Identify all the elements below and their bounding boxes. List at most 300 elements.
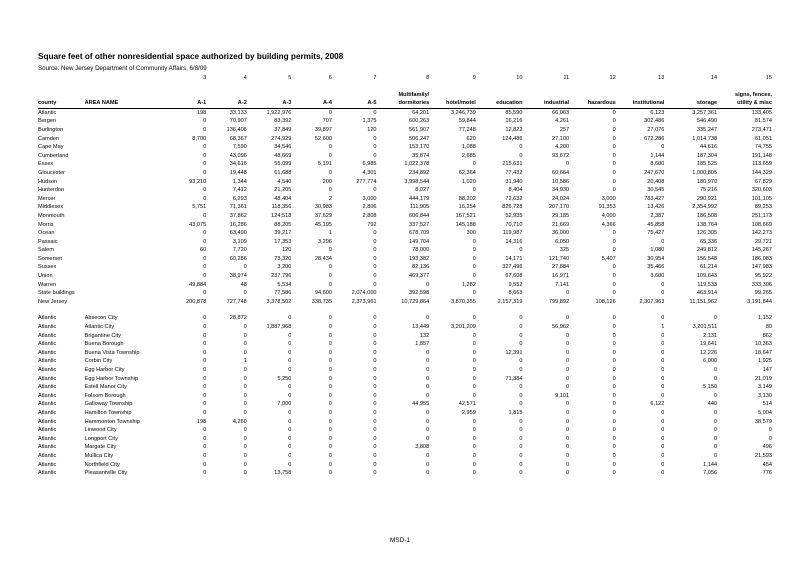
value-cell: 21,669: [552, 221, 570, 228]
county-cell: Atlantic: [38, 367, 57, 373]
value-cell: 0: [612, 169, 616, 176]
value-cell: 30,954: [647, 255, 665, 262]
municipal-row: [38, 357, 772, 366]
area-name-cell: [85, 143, 166, 152]
value-cell: 0: [328, 109, 332, 116]
value-cell: 93,210: [189, 178, 207, 185]
value-cell: 0: [612, 230, 616, 237]
value-cell: 1,152: [758, 315, 772, 322]
value-cell: 0: [373, 358, 377, 365]
value-cell: 0: [612, 349, 616, 356]
county-row: [38, 178, 772, 187]
value-cell: 75,216: [700, 187, 718, 194]
value-cell: 463,914: [696, 290, 718, 297]
value-cell: 2,354,992: [692, 204, 718, 211]
value-cell: 0: [373, 401, 377, 408]
column-header: dormitories: [377, 99, 430, 108]
value-cell: 88,205: [274, 221, 292, 228]
value-cell: 0: [328, 375, 332, 382]
column-number: 10: [516, 75, 523, 81]
value-cell: 2,808: [362, 212, 377, 219]
value-cell: 80: [765, 324, 772, 331]
value-cell: 0: [661, 315, 665, 322]
value-cell: 257: [559, 126, 570, 133]
value-cell: 0: [713, 315, 718, 322]
value-cell: 83,392: [274, 118, 292, 125]
value-cell: 34,616: [229, 161, 247, 168]
value-cell: 8,600: [650, 161, 665, 168]
value-cell: 198: [196, 109, 207, 116]
county-row: [38, 152, 772, 161]
value-cell: 0: [203, 435, 207, 442]
value-cell: 95,922: [754, 273, 772, 280]
value-cell: 0: [243, 290, 247, 297]
value-cell: 119,987: [502, 230, 523, 237]
value-cell: 0: [661, 427, 665, 434]
value-cell: 81,574: [754, 118, 772, 125]
county-cell: Atlantic: [38, 470, 57, 477]
value-cell: 0: [328, 461, 332, 468]
county-cell: Cumberland: [38, 152, 69, 159]
value-cell: 200,878: [186, 298, 207, 305]
area-name-cell: Pleasantville City: [84, 470, 128, 477]
county-cell: Bergen: [38, 118, 57, 125]
value-cell: 94,600: [314, 290, 332, 297]
area-name-cell: [85, 281, 166, 290]
value-cell: 0: [288, 341, 292, 348]
value-cell: 10,729,864: [401, 298, 430, 305]
value-cell: 0: [661, 349, 665, 356]
value-cell: 0: [373, 273, 377, 280]
value-cell: 52,935: [505, 212, 523, 219]
column-header: utility & misc: [717, 99, 772, 108]
value-cell: 0: [203, 161, 207, 168]
value-cell: 5,150: [703, 384, 718, 391]
area-name-cell: [85, 195, 166, 204]
area-name-cell: Egg Harbor City: [84, 367, 125, 373]
value-cell: 4,366: [601, 221, 616, 228]
value-cell: 0: [612, 109, 616, 116]
value-cell: 0: [373, 187, 377, 194]
value-cell: 0: [612, 392, 616, 399]
value-cell: 0: [288, 392, 292, 399]
value-cell: 42,571: [458, 401, 476, 408]
value-cell: 0: [243, 452, 247, 459]
value-cell: 0: [328, 435, 332, 442]
value-cell: 0: [373, 392, 377, 399]
value-cell: 6,000: [703, 358, 718, 365]
value-cell: 7,056: [703, 470, 718, 477]
value-cell: 0: [472, 435, 476, 442]
value-cell: 5,534: [277, 281, 292, 288]
value-cell: 6,123: [650, 109, 665, 116]
value-cell: 0: [472, 470, 476, 477]
value-cell: 0: [373, 230, 377, 237]
value-cell: 4,540: [277, 178, 292, 185]
value-cell: 1,922,976: [266, 109, 292, 116]
value-cell: 247,670: [644, 169, 665, 176]
value-cell: 6,293: [232, 195, 247, 202]
value-cell: 0: [426, 435, 430, 442]
value-cell: 12,391: [505, 349, 523, 356]
county-cell: Atlantic: [38, 358, 57, 365]
value-cell: 0: [373, 367, 377, 373]
municipal-row: [38, 400, 772, 409]
value-cell: 61,051: [754, 135, 772, 142]
value-cell: 337,527: [409, 221, 430, 228]
value-cell: 149,704: [409, 238, 430, 245]
value-cell: 0: [472, 161, 476, 168]
value-cell: 0: [472, 255, 476, 262]
value-cell: 0: [243, 375, 247, 382]
value-cell: 0: [328, 427, 332, 434]
value-cell: 0: [612, 290, 616, 297]
value-cell: 0: [566, 461, 570, 468]
value-cell: 0: [472, 367, 476, 373]
value-cell: 0: [661, 375, 665, 382]
county-cell: Cape May: [38, 144, 64, 151]
value-cell: 0: [472, 427, 476, 434]
value-cell: 0: [373, 418, 377, 425]
column-number: 14: [710, 75, 718, 81]
value-cell: 48,404: [274, 195, 292, 202]
county-row: [38, 281, 772, 290]
column-header: county: [38, 99, 85, 108]
value-cell: 0: [328, 341, 332, 348]
value-cell: 0: [288, 315, 292, 322]
area-name-cell: [85, 289, 166, 298]
value-cell: 0: [612, 238, 616, 245]
municipal-row: [38, 452, 772, 461]
value-cell: 20,408: [647, 178, 665, 185]
municipal-row: [38, 435, 772, 444]
value-cell: 0: [328, 247, 332, 254]
value-cell: 16,971: [552, 273, 570, 280]
value-cell: 0: [328, 169, 332, 176]
column-header: hazardous: [569, 99, 616, 108]
value-cell: 13,449: [412, 324, 430, 331]
value-cell: 120: [282, 247, 292, 254]
value-cell: 0: [203, 341, 207, 348]
value-cell: 0: [328, 452, 332, 459]
value-cell: 1,080: [650, 247, 665, 254]
value-cell: 0: [661, 470, 665, 477]
value-cell: 0: [661, 358, 665, 365]
value-cell: 2,074,000: [351, 290, 377, 297]
value-cell: 0: [426, 367, 430, 373]
county-row: [38, 160, 772, 169]
county-cell: Atlantic: [38, 435, 57, 442]
value-cell: 138,764: [696, 221, 718, 228]
area-name-cell: Buena Borough: [84, 341, 124, 348]
value-cell: 678,709: [409, 230, 430, 237]
value-cell: 620: [466, 135, 476, 142]
value-cell: 0: [566, 161, 570, 168]
column-header: storage: [664, 99, 717, 108]
value-cell: 0: [661, 435, 665, 442]
value-cell: 783,427: [644, 195, 665, 202]
value-cell: 469,377: [409, 273, 430, 280]
value-cell: 0: [243, 341, 247, 348]
value-cell: 546,490: [696, 118, 718, 125]
value-cell: 0: [472, 238, 476, 245]
value-cell: 237,796: [271, 273, 292, 280]
value-cell: 7,590: [232, 144, 247, 151]
column-number: 12: [609, 75, 616, 81]
value-cell: 44,955: [412, 401, 430, 408]
value-cell: 0: [713, 375, 718, 382]
value-cell: 35,466: [647, 264, 665, 271]
value-cell: 0: [566, 290, 570, 297]
county-cell: Atlantic: [38, 384, 57, 391]
value-cell: 0: [203, 118, 207, 125]
value-cell: 49,884: [189, 281, 207, 288]
value-cell: 0: [203, 152, 207, 159]
value-cell: 0: [713, 444, 718, 451]
value-cell: 72,632: [505, 195, 523, 202]
value-cell: 0: [612, 409, 616, 416]
value-cell: 0: [612, 358, 616, 365]
source-note: Source: New Jersey Department of Community Affairs, 6/8/09: [38, 65, 207, 72]
value-cell: 3,600: [650, 273, 665, 280]
value-cell: 61,214: [700, 264, 718, 271]
value-cell: 200: [322, 178, 332, 185]
value-cell: 0: [661, 461, 665, 468]
value-cell: 180,970: [696, 178, 718, 185]
value-cell: 0: [328, 187, 332, 194]
value-cell: 7,141: [555, 281, 570, 288]
value-cell: 2,685: [461, 152, 476, 159]
value-cell: 338,735: [311, 298, 332, 305]
value-cell: 0: [373, 247, 377, 254]
county-row: [38, 108, 772, 117]
value-cell: 0: [373, 109, 377, 116]
municipal-row: [38, 461, 772, 470]
area-name-cell: [85, 135, 166, 144]
value-cell: 0: [612, 187, 616, 194]
value-cell: 18,647: [754, 349, 772, 356]
value-cell: 0: [612, 444, 616, 451]
area-name-cell: [85, 152, 166, 161]
column-number: 7: [373, 75, 377, 81]
value-cell: 0: [288, 427, 292, 434]
value-cell: 3,000: [601, 195, 616, 202]
value-cell: 0: [426, 281, 430, 288]
value-cell: 0: [243, 332, 247, 339]
area-name-cell: Folsom Borough: [84, 392, 126, 399]
header-row: [38, 99, 772, 108]
value-cell: 0: [373, 444, 377, 451]
value-cell: 0: [612, 152, 616, 159]
value-cell: 0: [426, 418, 430, 425]
value-cell: 2,131: [703, 332, 718, 339]
value-cell: 14,171: [505, 255, 523, 262]
value-cell: 21,019: [754, 375, 772, 382]
area-name-cell: Corbin City: [84, 358, 113, 365]
value-cell: 4,261: [555, 118, 570, 125]
value-cell: 0: [519, 247, 523, 254]
county-row: [38, 135, 772, 144]
value-cell: 8,663: [508, 290, 523, 297]
municipal-row: [38, 340, 772, 349]
value-cell: 0: [373, 332, 377, 339]
value-cell: 0: [713, 409, 718, 416]
value-cell: 0: [713, 367, 718, 373]
value-cell: 0: [288, 461, 292, 468]
county-cell: Atlantic: [38, 341, 57, 348]
value-cell: 191,148: [751, 152, 772, 159]
county-rows: [38, 108, 772, 306]
value-cell: 0: [612, 461, 616, 468]
county-cell: Warren: [38, 281, 57, 288]
value-cell: 333,306: [751, 281, 772, 288]
value-cell: 0: [288, 409, 292, 416]
area-name-cell: Hammonton Township: [84, 418, 140, 425]
value-cell: 0: [373, 409, 377, 416]
value-cell: 0: [328, 349, 332, 356]
value-cell: 43,075: [189, 221, 207, 228]
value-cell: 93,672: [552, 152, 570, 159]
value-cell: 0: [426, 315, 430, 322]
value-cell: 19,448: [229, 169, 247, 176]
column-number: 4: [243, 75, 247, 81]
county-cell: Hudson: [38, 178, 58, 185]
column-number: 9: [472, 75, 476, 81]
value-cell: 0: [243, 349, 247, 356]
value-cell: 0: [426, 358, 430, 365]
value-cell: 0: [203, 315, 207, 322]
value-cell: 606,844: [409, 212, 430, 219]
value-cell: 0: [519, 367, 523, 373]
area-name-cell: Galloway Township: [84, 401, 133, 408]
value-cell: 0: [203, 264, 207, 271]
value-cell: 0: [472, 332, 476, 339]
area-name-cell: [85, 178, 166, 187]
value-cell: 89,253: [754, 204, 772, 211]
value-cell: 0: [713, 452, 718, 459]
value-cell: 8,404: [508, 187, 523, 194]
county-row: [38, 221, 772, 230]
value-cell: 0: [203, 273, 207, 280]
value-cell: 454: [762, 461, 772, 468]
value-cell: 66,063: [552, 109, 570, 116]
value-cell: 0: [373, 135, 377, 142]
area-name-cell: Northfield City: [84, 461, 120, 468]
value-cell: 118,356: [271, 204, 292, 211]
value-cell: 10,363: [754, 341, 772, 348]
value-cell: 5,407: [601, 255, 616, 262]
value-cell: 3,109: [232, 238, 247, 245]
county-cell: Hunterdon: [38, 187, 65, 194]
value-cell: 0: [472, 384, 476, 391]
county-row: [38, 143, 772, 152]
value-cell: 124,486: [502, 135, 523, 142]
value-cell: 75,427: [647, 230, 665, 237]
value-cell: 39,897: [314, 126, 332, 133]
value-cell: 65,336: [700, 238, 718, 245]
value-cell: 0: [661, 418, 665, 425]
value-cell: 0: [203, 384, 207, 391]
value-cell: 0: [566, 332, 570, 339]
value-cell: 0: [713, 418, 718, 425]
value-cell: 2,373,961: [351, 298, 377, 305]
value-cell: 0: [328, 152, 332, 159]
value-cell: 13,758: [274, 470, 292, 477]
value-cell: 121,740: [548, 255, 570, 262]
value-cell: 0: [566, 435, 570, 442]
value-cell: 1,014,738: [692, 135, 718, 142]
value-cell: 1,925: [758, 358, 772, 365]
value-cell: 0: [203, 401, 207, 408]
value-cell: 3,201,511: [692, 324, 718, 331]
value-cell: 0: [519, 435, 523, 442]
municipal-row: [38, 349, 772, 358]
value-cell: 12,226: [700, 349, 718, 356]
county-row: [38, 272, 772, 281]
value-cell: 0: [328, 273, 332, 280]
municipal-row: [38, 426, 772, 435]
value-cell: 0: [203, 126, 207, 133]
value-cell: 132: [419, 332, 430, 339]
value-cell: 0: [612, 401, 616, 408]
value-cell: 27,100: [552, 135, 570, 142]
value-cell: 0: [243, 264, 247, 271]
value-cell: 34,546: [274, 144, 292, 151]
county-cell: Salem: [38, 247, 54, 254]
value-cell: 198: [196, 418, 207, 425]
column-header: A-4: [291, 99, 332, 108]
value-cell: 3,000: [362, 195, 377, 202]
value-cell: 0: [661, 452, 665, 459]
county-row: [38, 117, 772, 126]
building-permits-table: [38, 74, 772, 478]
value-cell: 496: [762, 444, 772, 451]
value-cell: 0: [612, 435, 616, 442]
value-cell: 60: [200, 247, 207, 254]
value-cell: 145,188: [455, 221, 476, 228]
value-cell: 0: [519, 401, 523, 408]
county-cell: Atlantic: [38, 452, 57, 459]
value-cell: 113,659: [752, 161, 772, 168]
value-cell: 727,748: [226, 298, 247, 305]
value-cell: 0: [426, 461, 430, 468]
value-cell: 0: [426, 392, 430, 399]
value-cell: 77,248: [458, 126, 476, 133]
county-cell: Morris: [38, 221, 54, 228]
value-cell: 0: [328, 367, 332, 373]
county-row: [38, 238, 772, 247]
value-cell: 0: [768, 435, 772, 442]
value-cell: 0: [426, 375, 430, 382]
value-cell: 1,144: [650, 152, 665, 159]
value-cell: 78,000: [412, 247, 430, 254]
value-cell: 52,600: [314, 135, 332, 142]
municipal-row: [38, 383, 772, 392]
value-cell: 392,598: [409, 290, 430, 297]
column-number-row: [38, 74, 772, 83]
county-cell: Atlantic: [38, 349, 57, 356]
value-cell: 302,486: [644, 118, 665, 125]
value-cell: 9,101: [555, 392, 570, 399]
value-cell: 3,808: [415, 444, 430, 451]
value-cell: 0: [288, 444, 292, 451]
value-cell: 4,260: [232, 418, 247, 425]
value-cell: 16,216: [505, 118, 523, 125]
value-cell: 0: [328, 358, 332, 365]
value-cell: 0: [373, 435, 377, 442]
value-cell: 44,616: [700, 144, 718, 151]
value-cell: 325: [559, 247, 570, 254]
